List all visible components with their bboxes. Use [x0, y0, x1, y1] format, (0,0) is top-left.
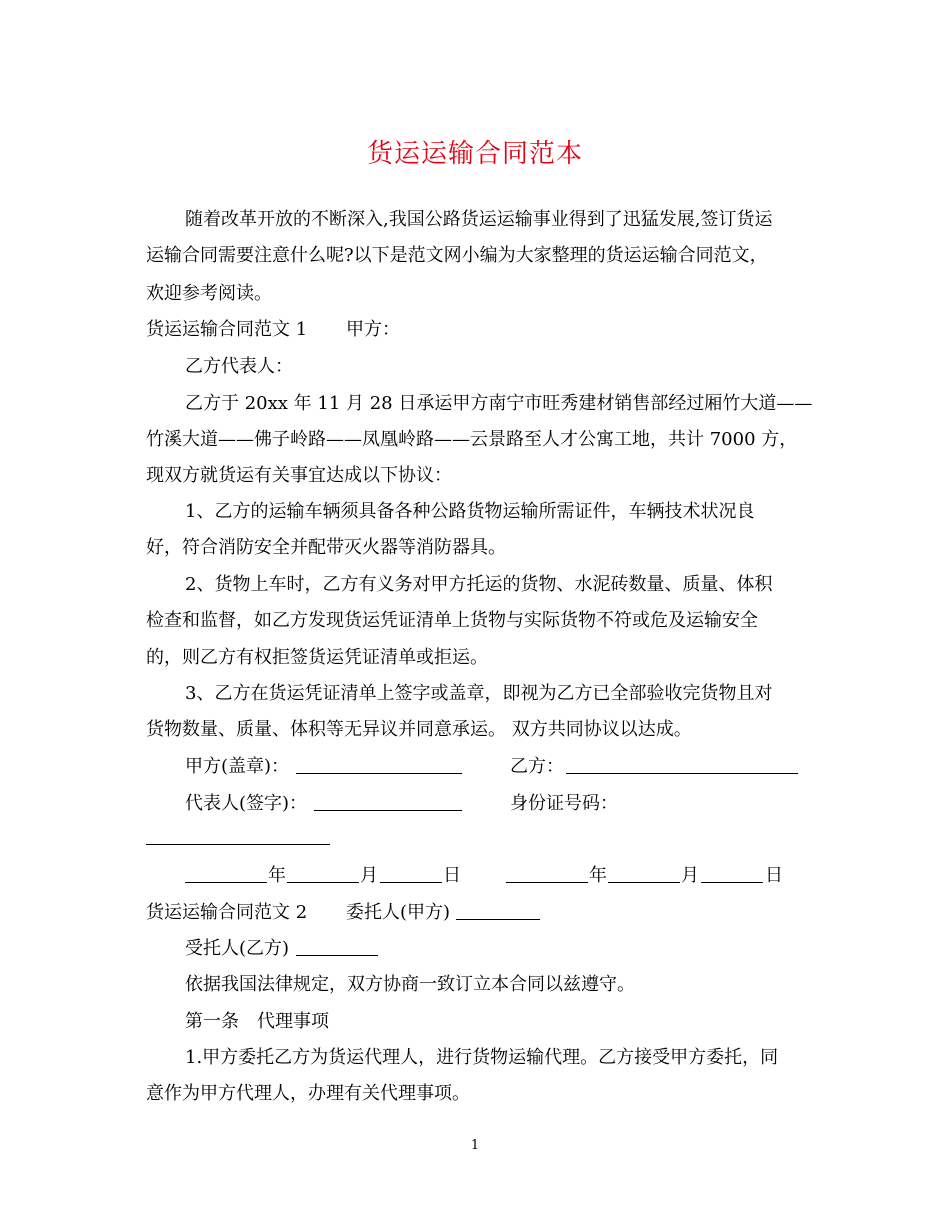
document-title: 货运运输合同范本	[366, 139, 583, 169]
date-a-year-blank[interactable]	[185, 864, 267, 890]
id-number-label: 身份证号码：	[510, 793, 618, 814]
date-a-year-label: 年	[268, 865, 286, 886]
sign-b-blank[interactable]	[566, 755, 798, 781]
legal-basis: 依据我国法律规定，双方协商一致订立本合同以兹遵守。	[185, 974, 635, 995]
item2-line-3: 的，则乙方有权拒签货运凭证清单或拒运。	[146, 647, 488, 668]
rep-sign-blank[interactable]	[314, 792, 462, 818]
clause1-line-2: 意作为甲方代理人，办理有关代理事项。	[146, 1083, 470, 1104]
id-number-blank[interactable]	[146, 826, 330, 852]
para1-line-1: 乙方于 20xx 年 11 月 28 日承运甲方南宁市旺秀建材销售部经过厢竹大道——	[185, 393, 813, 414]
item2-line-1: 2、货物上车时，乙方有义务对甲方托运的货物、水泥砖数量、质量、体积	[185, 574, 773, 595]
page-number: 1	[470, 1138, 480, 1153]
contract2-heading: 货运运输合同范文 2	[146, 902, 308, 923]
item2-line-2: 检查和监督，如乙方发现货运凭证清单上货物与实际货物不符或危及运输安全	[146, 610, 758, 631]
date-a-month-label: 月	[360, 865, 378, 886]
intro-line-1: 随着改革开放的不断深入,我国公路货运运输事业得到了迅猛发展,签订货运	[185, 209, 773, 230]
clause1-line-1: 1.甲方委托乙方为货运代理人，进行货物运输代理。乙方接受甲方委托，同	[185, 1047, 779, 1068]
agent-blank[interactable]	[296, 937, 378, 963]
para1-line-3: 现双方就货运有关事宜达成以下协议：	[146, 465, 452, 486]
party-b-rep-label: 乙方代表人：	[185, 356, 293, 377]
item3-line-1: 3、乙方在货运凭证清单上签字或盖章，即视为乙方已全部验收完货物且对	[185, 683, 773, 704]
date-a-day-blank[interactable]	[380, 864, 442, 890]
date-b-year-blank[interactable]	[506, 864, 588, 890]
item3-line-2: 货物数量、质量、体积等无异议并同意承运。 双方共同协议以达成。	[146, 719, 692, 740]
date-a-day-label: 日	[443, 865, 461, 886]
date-b-day-blank[interactable]	[701, 864, 763, 890]
intro-line-2: 运输合同需要注意什么呢?以下是范文网小编为大家整理的货运运输合同范文，	[146, 245, 768, 266]
article-1-heading: 第一条 代理事项	[185, 1011, 329, 1032]
date-b-month-blank[interactable]	[608, 864, 680, 890]
sign-b-label: 乙方：	[510, 756, 564, 777]
intro-line-3: 欢迎参考阅读。	[146, 283, 272, 304]
item1-line-2: 好，符合消防安全并配带灭火器等消防器具。	[146, 537, 506, 558]
sign-a-blank[interactable]	[296, 755, 462, 781]
party-a-label: 甲方：	[346, 319, 400, 340]
agent-label: 受托人(乙方)	[185, 938, 290, 959]
date-a-month-blank[interactable]	[287, 864, 359, 890]
date-b-day-label: 日	[765, 865, 783, 886]
principal-label: 委托人(甲方)	[346, 902, 451, 923]
principal-blank[interactable]	[456, 901, 540, 927]
para1-line-2: 竹溪大道——佛子岭路——凤凰岭路——云景路至人才公寓工地，共计 7000 方，	[146, 429, 798, 450]
rep-sign-label: 代表人(签字)：	[185, 793, 308, 814]
contract1-heading: 货运运输合同范文 1	[146, 319, 308, 340]
sign-a-label: 甲方(盖章)：	[185, 756, 290, 777]
date-b-month-label: 月	[681, 865, 699, 886]
item1-line-1: 1、乙方的运输车辆须具备各种公路货物运输所需证件，车辆技术状况良	[185, 501, 755, 522]
date-b-year-label: 年	[589, 865, 607, 886]
